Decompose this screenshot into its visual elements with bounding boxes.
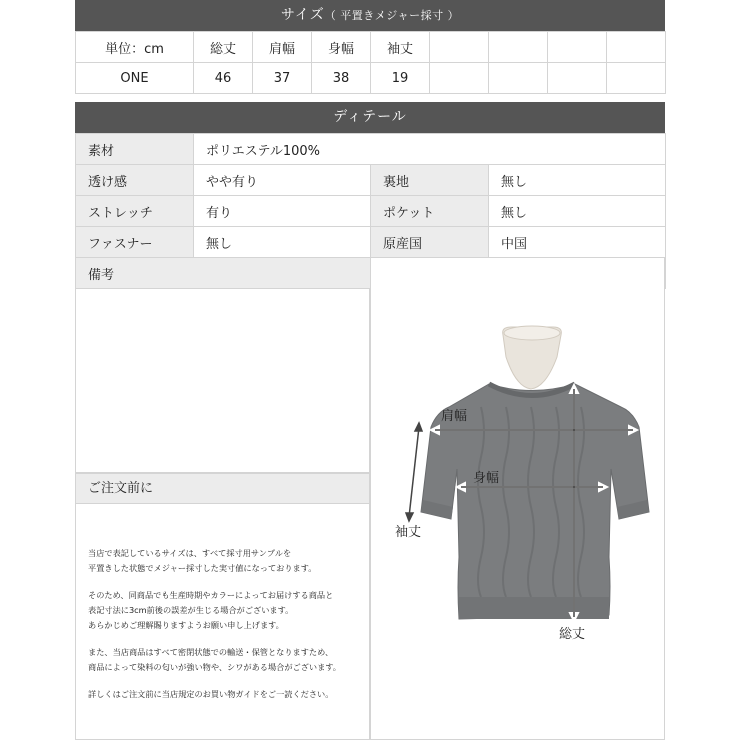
notes-header bbox=[75, 473, 370, 504]
size-value-cell: 46 bbox=[194, 63, 253, 94]
detail-title: ディテール bbox=[333, 109, 407, 125]
material-value: ポリエステル100% bbox=[194, 134, 666, 165]
notes-line: 詳しくはご注文前に当店規定のお買い物ガイドをご一読ください。 bbox=[88, 689, 334, 699]
size-header-row bbox=[76, 32, 666, 63]
size-table bbox=[75, 31, 666, 94]
size-value-cell bbox=[430, 63, 489, 94]
size-header-cell bbox=[548, 32, 607, 63]
material-label: 素材 bbox=[76, 134, 194, 165]
notes-line: 商品によって染料の匂いが強い物や、シワがある場合がございます。 bbox=[88, 662, 341, 672]
size-header-cell bbox=[430, 32, 489, 63]
size-section-header bbox=[75, 0, 665, 31]
detail-row bbox=[76, 227, 666, 258]
notes-body bbox=[75, 504, 370, 740]
detail-label: ストレッチ bbox=[76, 196, 194, 227]
size-value-cell: 19 bbox=[371, 63, 430, 94]
detail-row bbox=[76, 196, 666, 227]
size-subtitle: （ 平置きメジャー採寸 ） bbox=[324, 9, 460, 22]
size-value-cell bbox=[607, 63, 666, 94]
shoulder-width-label: 肩幅 bbox=[441, 409, 468, 424]
size-value-row bbox=[76, 63, 666, 94]
size-value-cell: 37 bbox=[253, 63, 312, 94]
notes-paragraph bbox=[88, 645, 369, 675]
product-figure bbox=[370, 257, 665, 740]
total-length-label: 総丈 bbox=[559, 627, 586, 642]
chest-width-label: 身幅 bbox=[473, 471, 500, 486]
detail-value: やや有り bbox=[194, 165, 371, 196]
notes-title: ご注文前に bbox=[88, 481, 154, 496]
size-header-cell: 袖丈 bbox=[371, 32, 430, 63]
notes-paragraph bbox=[88, 687, 369, 702]
size-header-cell bbox=[489, 32, 548, 63]
detail-label: 裏地 bbox=[371, 165, 489, 196]
notes-line: また、当店商品はすべて密閉状態での輸送・保管となりますため、 bbox=[88, 647, 334, 657]
notes-paragraph bbox=[88, 546, 369, 576]
remarks-label: 備考 bbox=[76, 258, 371, 289]
detail-label: 原産国 bbox=[371, 227, 489, 258]
sweater-illustration bbox=[371, 257, 666, 740]
size-value-cell bbox=[489, 63, 548, 94]
detail-value: 中国 bbox=[489, 227, 666, 258]
notes-line: 平置きした状態でメジャー採寸した実寸値になっております。 bbox=[88, 563, 317, 573]
size-value-cell: 38 bbox=[312, 63, 371, 94]
detail-value: 無し bbox=[194, 227, 371, 258]
detail-value: 無し bbox=[489, 165, 666, 196]
detail-label: 透け感 bbox=[76, 165, 194, 196]
notes-line: そのため、同商品でも生産時期やカラーによってお届けする商品と bbox=[88, 590, 334, 600]
size-header-cell: 身幅 bbox=[312, 32, 371, 63]
notes-line: 表記寸法に3cm前後の誤差が生じる場合がございます。 bbox=[88, 605, 294, 615]
size-header-cell: 肩幅 bbox=[253, 32, 312, 63]
detail-row bbox=[76, 134, 666, 165]
size-header-cell: 総丈 bbox=[194, 32, 253, 63]
notes-line: 当店で表記しているサイズは、すべて採寸用サンプルを bbox=[88, 548, 292, 558]
notes-line: あらかじめご理解賜りますようお願い申し上げます。 bbox=[88, 620, 284, 630]
detail-row bbox=[76, 165, 666, 196]
notes-paragraph bbox=[88, 588, 369, 633]
size-title: サイズ bbox=[280, 7, 325, 23]
size-header-cell bbox=[607, 32, 666, 63]
detail-label: ポケット bbox=[371, 196, 489, 227]
detail-section-header bbox=[75, 102, 665, 133]
detail-label: ファスナー bbox=[76, 227, 194, 258]
size-header-cell: 単位：cm bbox=[76, 32, 194, 63]
detail-value: 無し bbox=[489, 196, 666, 227]
sleeve-length-label: 袖丈 bbox=[395, 525, 422, 540]
size-value-cell: ONE bbox=[76, 63, 194, 94]
detail-value: 有り bbox=[194, 196, 371, 227]
remarks-body bbox=[75, 288, 370, 473]
size-value-cell bbox=[548, 63, 607, 94]
